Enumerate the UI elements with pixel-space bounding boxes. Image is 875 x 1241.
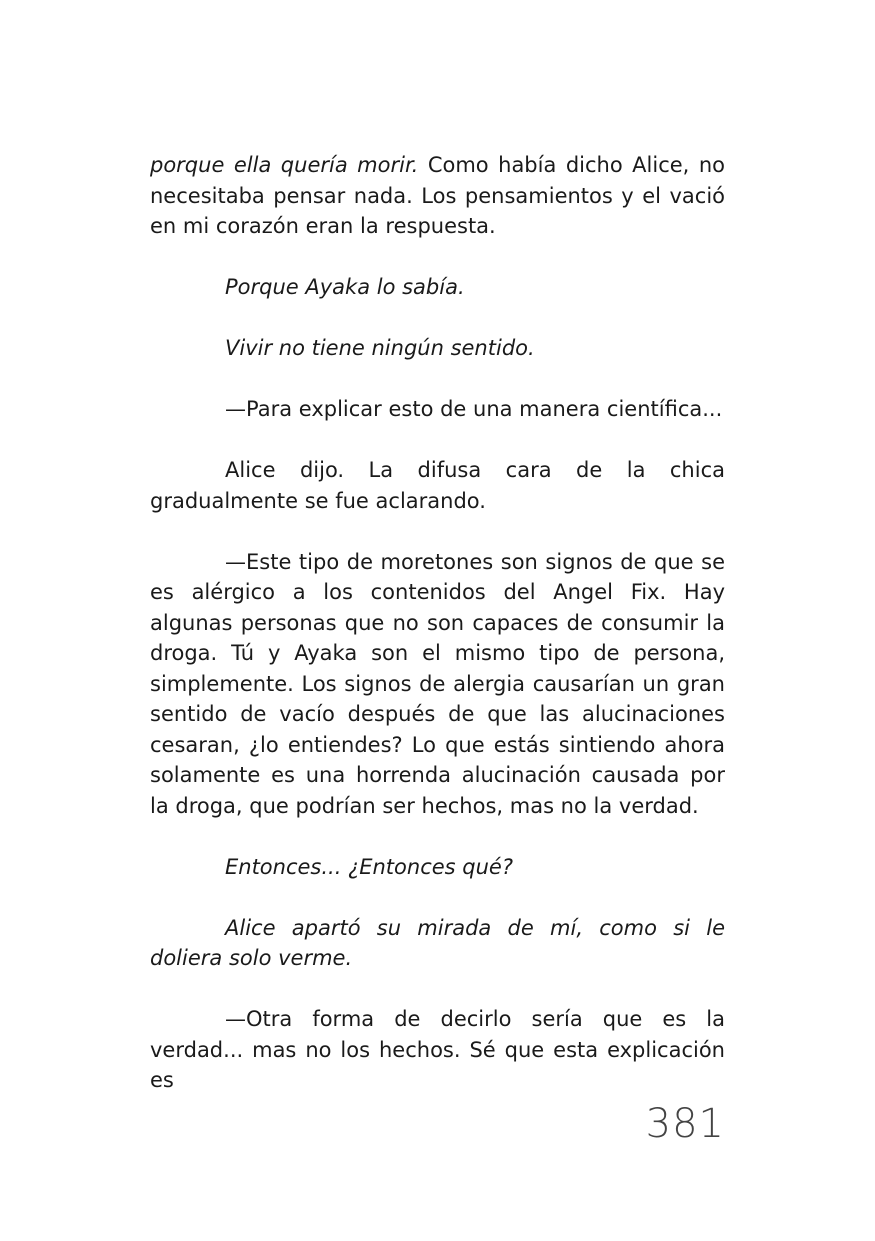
paragraph-6: —Este tipo de moretones son signos de que se es alérgico a los contenidos del Angel Fix. Hay algunas personas que no son capaces de consumir la droga. Tú y Ayaka son el mismo tipo de persona, simplemente. Los signos de alergia causarían un gran sentido de vacío después de que las alucinaciones cesaran, ¿lo entiendes? Lo que estás sintiendo ahora solamente es una horrenda alucinación causada por la droga, que podrían ser hechos, mas no la verdad. <box>150 549 725 818</box>
paragraph-4: —Para explicar esto de una manera científica... <box>225 397 723 421</box>
paragraph-5: Alice dijo. La difusa cara de la chica gradualmente se fue aclarando. <box>150 458 725 513</box>
page-number: 381 <box>645 1101 725 1147</box>
paragraph-9: —Otra forma de decirlo sería que es la verdad... mas no los hechos. Sé que esta explicación es <box>150 1007 725 1092</box>
page-text <box>150 150 725 1126</box>
paragraph-1 <box>150 150 725 242</box>
paragraph-8: Alice apartó su mirada de mí, como si le doliera solo verme. <box>150 915 725 970</box>
paragraph-3: Vivir no tiene ningún sentido. <box>225 336 535 360</box>
paragraph-7: Entonces... ¿Entonces qué? <box>225 854 513 879</box>
paragraph-text: Como había dicho Alice, no necesitaba pensar nada. Los pensamientos y el vació en mi corazón eran la respuesta. <box>150 153 726 238</box>
italic-phrase: porque ella quería morir. <box>150 153 419 177</box>
paragraph-2: Porque Ayaka lo sabía. <box>225 275 465 299</box>
